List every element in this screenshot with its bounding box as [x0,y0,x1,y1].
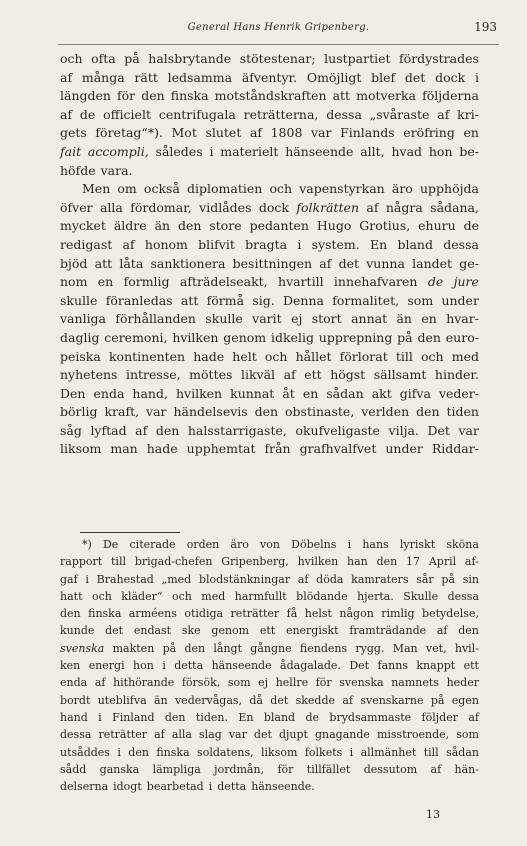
footnote-line: utsåddes i den finska soldatens, liksom folkets i allmänhet till sådan [60,745,479,759]
text-line: nom en formlig afträdelseakt, hvartill innehafvaren de jure [60,274,479,290]
footnote-line: hand i Finland den tiden. En bland de brydsammaste följder af [60,710,479,724]
text-line: skulle föranledas att förmå sig. Denna formalitet, som under [60,292,479,308]
text-line: nyhetens intresse, möttes likväl af ett högst sällsamt hinder. [60,367,479,383]
text-line: bjöd att låta sanktionera besittningen af det vunna landet ge- [60,255,479,271]
footnote-line: dessa reträtter af alla slag var det djupt gnagande misstroende, som [60,728,479,742]
text-line: fait accompli, således i materielt hänseende allt, hvad hon be- [60,143,479,159]
text-line: peiska kontinenten hade helt och hållet förlorat till och med [60,348,479,364]
footnote-line: rapport till brigad-chefen Gripenberg, hvilken han den 17 April af- [60,555,479,569]
text-line: och ofta på halsbrytande stötestenar; lustpartiet fördystrades [60,51,479,66]
text-line: såg lyftad af den halsstarrigaste, okufveligaste vilja. Det var [60,422,479,438]
text-line: daglig ceremoni, hvilken genom idkelig upprepning på den euro- [60,329,479,345]
running-head: General Hans Henrik Gripenberg. [187,21,370,33]
footnote-line: enda af hithörande försök, som ej hellre för svenska namnets heder [60,676,479,690]
text-line: öfver alla fördomar, vidlådes dock folkrätten af några sådana, [60,199,479,215]
footnote-line: bordt uteblifva än vedervågas, då det skedde af svenskarne på egen [60,693,479,707]
footnote-line: delserna idogt bearbetad i detta hänseende. [60,780,315,794]
footnote-line: ken energi hon i detta hänseende ådagalade. Det fanns knappt ett [60,659,479,673]
footnote-rule [80,532,180,533]
body-text [60,50,479,459]
text-line: af de officielt centrifugala reträtterna, dessa „svåraste af kri- [60,106,479,122]
signature-mark: 13 [426,808,440,821]
text-line: börlig kraft, var händelsevis den obstinaste, verlden den tiden [60,404,479,420]
footnote-line: hatt och kläder“ och med harmfullt blödande hjerta. Skulle dessa [60,589,479,603]
page-number: 193 [474,20,497,34]
text-line: längden för den finska motståndskraften att motverka följderna [60,88,479,104]
text-line: mycket äldre än den store pedanten Hugo Grotius, ehuru de [60,218,479,234]
header-rule [58,44,499,45]
text-line: höfde vara. [60,162,133,178]
footnotes [60,536,479,795]
footnote-line: sådd ganska lämpliga jordmån, för tillfället dessutom af hän- [60,762,479,776]
footnote-line: svenska makten på den långt gångne fiendens rygg. Man vet, hvil- [60,641,479,655]
text-line: liksom man hade upphemtat från grafhvalfvet under Riddar- [60,441,479,457]
page-header [60,16,497,38]
text-line: af många rätt ledsamma äfventyr. Omöjligt blef det dock i [60,69,479,85]
text-line: vanliga förhållanden skulle varit ej stort annat än en hvar- [60,311,479,327]
footnote-line: kunde det endast ske genom ett energiskt framträdande af den [60,624,479,638]
footnote-line: gaf i Brahestad „med blodstänkningar af döda kamraters sår på sin [60,572,479,586]
footnote-line: den finska arméens otidiga reträtter få helst någon rimlig betydelse, [60,607,479,621]
text-line: Men om också diplomatien och vapenstyrkan äro upphöjda [82,181,479,197]
text-line: gets företag“*). Mot slutet af 1808 var Finlands eröfring en [60,125,479,141]
text-line: redigast af honom blifvit bragta i system. En bland dessa [60,236,479,252]
footnote-line: *) De citerade orden äro von Döbelns i hans lyriskt sköna [82,538,479,551]
text-line: Den enda hand, hvilken kunnat åt en sådan akt gifva veder- [60,385,479,401]
